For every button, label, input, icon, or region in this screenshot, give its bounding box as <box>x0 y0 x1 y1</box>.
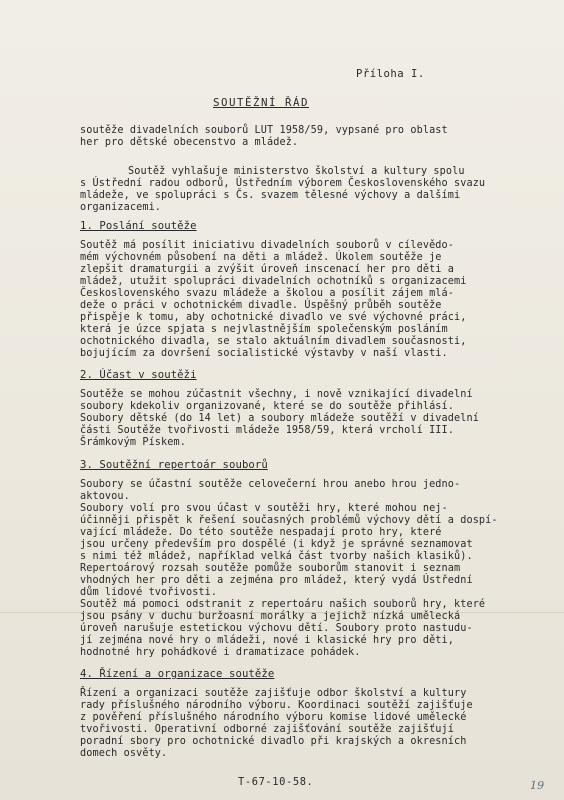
body-line: úroveň narušuje estetickou výchovu dětí. Soubory proto nastudu- <box>80 623 473 634</box>
body-line: hodnotné hry pohádkové i dramatizace pohádek. <box>80 647 361 658</box>
document-code: T-67-10-58. <box>238 776 314 788</box>
section-heading: 3. Soutěžní repertoár souborů <box>80 459 268 471</box>
body-line: aktovou. <box>80 491 130 502</box>
body-line: části Soutěže tvořivosti mládeže 1958/59, která vrcholí III. <box>80 425 455 436</box>
body-line: dům lidové tvořivosti. <box>80 587 218 598</box>
intro-line: mládeže, ve spolupráci s Čs. svazem tělesné výchovy a dalšími <box>80 190 461 201</box>
body-line: rady příslušného národního výboru. Koordinaci soutěží zajišťuje <box>80 700 473 711</box>
intro-line: s Ústřední radou odborů, Ústředním výborem Československého svazu <box>80 178 486 189</box>
body-line: deže o práci v ochotnickém divadle. Úspěšný průběh soutěže <box>80 300 442 311</box>
body-line: jsou psány v duchu buržoasní morálky a jejichž nízká umělecká <box>80 611 461 622</box>
body-line: vající mládeže. Do této soutěže nespadají proto hry, které <box>80 527 442 538</box>
body-line: Řízení a organizaci soutěže zajišťuje odbor školství a kultury <box>80 688 467 699</box>
body-line: mládež, utužit spolupráci divadelních ochotníků s organizacemi <box>80 276 467 287</box>
body-line: Soutěže se mohou zúčastnit všechny, i nově vznikající divadelní <box>80 389 473 400</box>
body-line: tvořivosti. Operativní odborné zajišťování soutěže zajišťují <box>80 724 455 735</box>
body-line: zlepšit dramaturgii a zvýšit úroveň inscenací her pro děti a <box>80 264 455 275</box>
body-line: z pověření příslušného národního výboru komise lidové umělecké <box>80 712 467 723</box>
body-line: Soutěž má posílit iniciativu divadelních souborů v cílevědo- <box>80 240 455 251</box>
section-heading: 2. Účast v soutěži <box>80 369 197 381</box>
body-line: ochotnického divadla, se stalo aktuálním divadlem současnosti, <box>80 336 467 347</box>
body-line: Soubory dětské (do 14 let) a soubory mládeže soutěží v divadelní <box>80 413 479 424</box>
body-line: Československého svazu mládeže a školou a posílit zájem mlá- <box>80 288 455 299</box>
body-line: s nimi též mládež, například velká část tvorby našich klasiků). <box>80 551 473 562</box>
body-line: Šrámkovým Pískem. <box>80 437 186 448</box>
body-line: Soutěž má pomoci odstranit z repertoáru našich souborů hry, které <box>80 599 486 610</box>
body-line: Soubory volí pro svou účast v soutěži hry, které mohou nej- <box>80 503 448 514</box>
section-heading: 1. Poslání soutěže <box>80 220 197 232</box>
subtitle-line: soutěže divadelních souborů LUT 1958/59, vypsané pro oblast <box>80 125 448 136</box>
body-line: Repertoárový rozsah soutěže pomůže souborům stanovit i seznam <box>80 563 461 574</box>
subtitle-line: her pro dětské obecenstvo a mládež. <box>80 137 299 148</box>
body-line: přispěje k tomu, aby ochotnické divadlo ve své výchovné práci, <box>80 312 467 323</box>
body-line: soubory kdekoliv organizované, které se do soutěže přihlásí. <box>80 401 455 412</box>
body-line: jsou určeny především pro dospělé (i když je správné seznamovat <box>80 539 473 550</box>
body-line: domech osvěty. <box>80 748 168 759</box>
intro-line: Soutěž vyhlašuje ministerstvo školství a kultury spolu <box>128 166 465 177</box>
handwritten-page-number: 19 <box>530 779 545 792</box>
body-line: vhodných her pro děti a zejména pro mládež, který vydá Ústřední <box>80 575 473 586</box>
body-line: která je úzce spjata s nejvlastnějším společenským posláním <box>80 324 448 335</box>
body-line: Soubory se účastní soutěže celovečerní hrou anebo hrou jedno- <box>80 479 461 490</box>
body-line: poradní sbory pro ochotnické divadlo při krajských a okresních <box>80 736 467 747</box>
body-line: bojujícím za dovršení socialistické výstavby v naší vlasti. <box>80 348 448 359</box>
section-heading: 4. Řízení a organizace soutěže <box>80 668 275 680</box>
body-line: účinněji přispět k řešení současných problémů výchovy dětí a dospí- <box>80 515 498 526</box>
document-title: SOUTĚŽNÍ ŘÁD <box>213 96 310 109</box>
body-line: jí zejména nové hry o mládeži, nové i klasické hry pro děti, <box>80 635 455 646</box>
body-line: mém výchovném působení na děti a mládež. Úkolem soutěže je <box>80 252 442 263</box>
annex-label: Příloha I. <box>356 68 425 80</box>
intro-line: organizacemi. <box>80 202 162 213</box>
